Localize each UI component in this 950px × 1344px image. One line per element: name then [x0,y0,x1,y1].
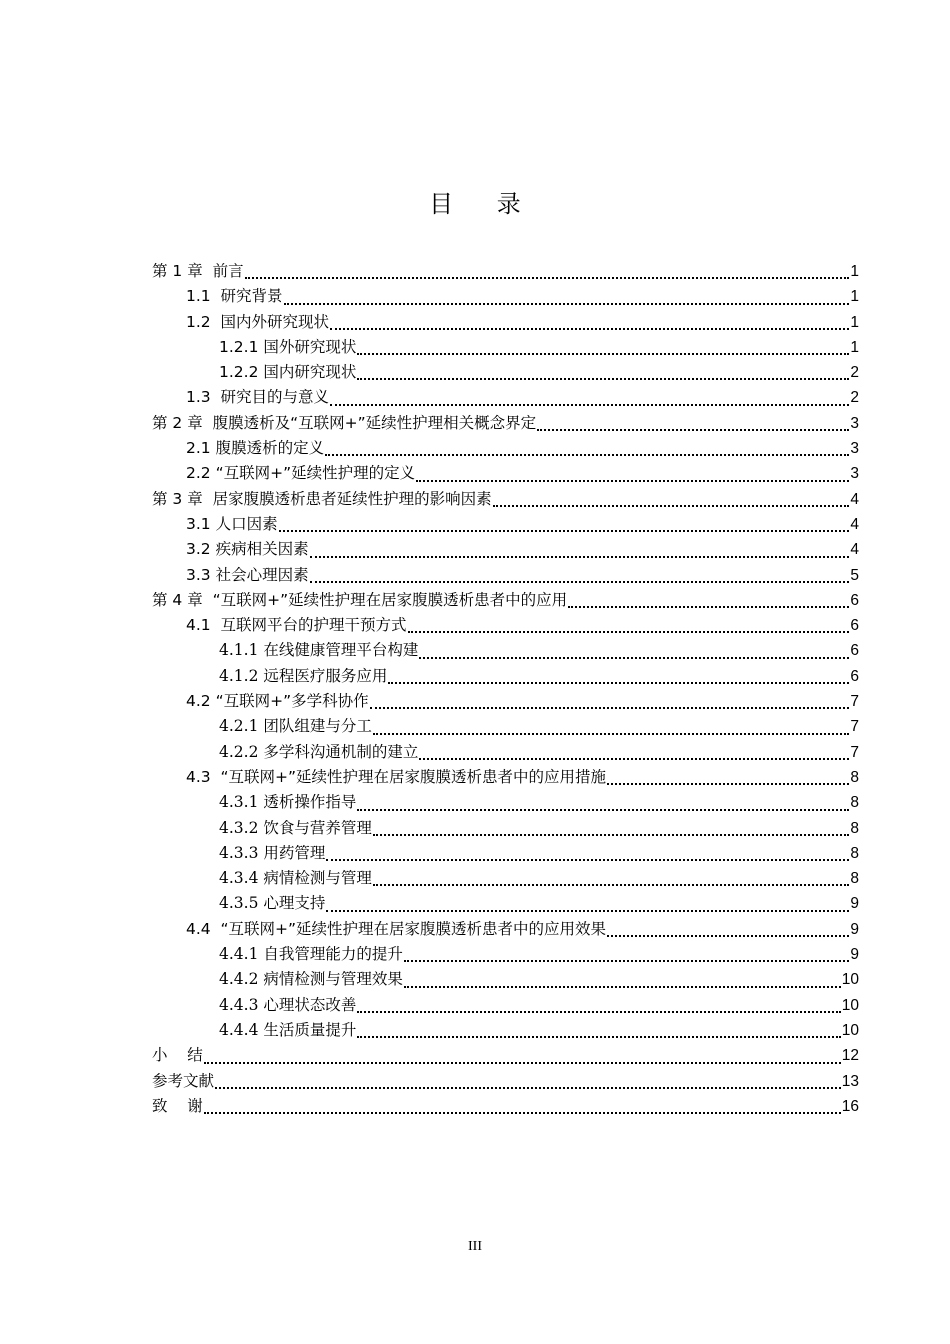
toc-entry-label: 3.3 社会心理因素 [186,565,309,584]
toc-entry-label: 4.3.5 心理支持 [219,894,326,913]
toc-entry[interactable] [152,1069,859,1094]
toc-dot-leader [537,409,849,431]
toc-entry-label: 2.1 腹膜透析的定义 [186,439,325,458]
toc-entry-page-number: 6 [850,617,859,635]
page-title: 目 录 [429,190,539,218]
toc-entry-page-number: 9 [850,920,859,938]
toc-entry[interactable] [152,259,859,284]
toc-entry-page-number: 10 [841,1021,859,1039]
toc-entry[interactable] [152,563,859,588]
toc-entry[interactable] [152,512,859,537]
toc-entry[interactable] [152,765,859,790]
toc-entry[interactable] [152,385,859,410]
toc-entry-page-number: 8 [850,768,859,786]
toc-dot-leader [370,687,850,709]
toc-entry-page-number: 13 [841,1072,859,1090]
toc-entry[interactable] [152,487,859,512]
toc-entry[interactable] [152,790,859,815]
toc-dot-leader [204,1042,841,1064]
toc-dot-leader [493,485,850,507]
toc-entry-page-number: 8 [850,794,859,812]
toc-dot-leader [408,611,850,633]
toc-entry-label: 第 3 章 居家腹膜透析患者延续性护理的影响因素 [152,489,492,508]
toc-entry-page-number: 3 [850,465,859,483]
toc-entry[interactable] [152,891,859,916]
toc-entry-page-number: 3 [850,440,859,458]
toc-dot-leader [279,510,850,532]
toc-entry-page-number: 8 [850,819,859,837]
toc-entry[interactable] [152,942,859,967]
toc-entry-page-number: 4 [850,541,859,559]
toc-entry[interactable] [152,310,859,335]
toc-entry-page-number: 7 [850,743,859,761]
toc-entry-label: 小 结 [152,1046,203,1065]
toc-entry[interactable] [152,638,859,663]
toc-entry[interactable] [152,993,859,1018]
toc-entry-page-number: 16 [841,1097,859,1115]
toc-entry-page-number: 1 [850,313,859,331]
toc-dot-leader [607,763,849,785]
toc-entry-page-number: 8 [850,844,859,862]
toc-entry-page-number: 7 [850,718,859,736]
toc-entry-page-number: 9 [850,946,859,964]
toc-entry-page-number: 2 [850,389,859,407]
toc-entry[interactable] [152,360,859,385]
toc-dot-leader [326,890,849,912]
toc-entry-label: 4.3.2 饮食与营养管理 [219,818,372,837]
toc-entry-page-number: 1 [850,338,859,356]
toc-dot-leader [419,738,849,760]
toc-entry-label: 1.2.2 国内研究现状 [219,363,357,382]
toc-entry-label: 1.1 研究背景 [186,287,283,306]
toc-entry-page-number: 5 [850,566,859,584]
toc-entry[interactable] [152,689,859,714]
toc-entry-label: 4.2.1 团队组建与分工 [219,717,372,736]
table-of-contents [152,259,859,1119]
toc-entry-label: 3.2 疾病相关因素 [186,540,309,559]
toc-dot-leader [357,358,849,380]
toc-entry-label: 1.2.1 国外研究现状 [219,337,357,356]
toc-entry[interactable] [152,816,859,841]
toc-entry-page-number: 4 [850,490,859,508]
toc-dot-leader [284,283,850,305]
toc-entry-label: 4.4.4 生活质量提升 [219,1020,357,1039]
toc-entry[interactable] [152,588,859,613]
toc-entry-label: 第 2 章 腹膜透析及“互联网+”延续性护理相关概念界定 [152,413,537,432]
toc-entry-page-number: 12 [841,1047,859,1065]
toc-dot-leader [215,1067,841,1089]
toc-entry-label: 1.3 研究目的与意义 [186,388,330,407]
toc-entry-label: 4.1.1 在线健康管理平台构建 [219,641,419,660]
toc-dot-leader [388,662,849,684]
toc-dot-leader [330,308,849,330]
toc-entry-page-number: 2 [850,364,859,382]
toc-entry[interactable] [152,1094,859,1119]
toc-entry-label: 4.3 “互联网+”延续性护理在居家腹膜透析患者中的应用措施 [186,767,607,786]
toc-entry-label: 4.4.1 自我管理能力的提升 [219,945,403,964]
toc-entry-page-number: 9 [850,895,859,913]
toc-entry[interactable] [152,1018,859,1043]
toc-dot-leader [325,434,849,456]
toc-entry-label: 4.4.2 病情检测与管理效果 [219,970,403,989]
toc-entry-page-number: 10 [841,971,859,989]
toc-entry-label: 2.2 “互联网+”延续性护理的定义 [186,464,416,483]
toc-dot-leader [568,586,849,608]
toc-entry[interactable] [152,461,859,486]
toc-entry-page-number: 8 [850,870,859,888]
toc-entry-label: 4.2.2 多学科沟通机制的建立 [219,742,419,761]
toc-entry-label: 1.2 国内外研究现状 [186,312,330,331]
toc-dot-leader [419,637,849,659]
page-number: III [468,1239,482,1254]
toc-dot-leader [357,1016,840,1038]
toc-entry-page-number: 6 [850,642,859,660]
toc-dot-leader [330,384,849,406]
toc-entry-label: 4.3.3 用药管理 [219,843,326,862]
toc-entry[interactable] [152,740,859,765]
toc-entry-label: 4.1 互联网平台的护理干预方式 [186,616,407,635]
toc-entry[interactable] [152,1043,859,1068]
toc-entry-label: 4.4.3 心理状态改善 [219,995,357,1014]
toc-entry-page-number: 6 [850,667,859,685]
toc-dot-leader [373,814,850,836]
toc-dot-leader [310,561,850,583]
toc-dot-leader [357,789,849,811]
toc-entry-page-number: 1 [850,263,859,280]
toc-entry[interactable] [152,613,859,638]
toc-entry[interactable] [152,714,859,739]
toc-entry[interactable] [152,411,859,436]
toc-entry-label: 4.1.2 远程医疗服务应用 [219,666,388,685]
toc-dot-leader [373,864,850,886]
toc-entry-label: 第 1 章 前言 [152,262,244,280]
toc-dot-leader [404,966,841,988]
toc-dot-leader [357,333,849,355]
toc-entry[interactable] [152,335,859,360]
toc-entry-page-number: 7 [850,693,859,711]
toc-dot-leader [310,536,850,558]
toc-entry-label: 4.3.1 透析操作指导 [219,793,357,812]
toc-dot-leader [204,1092,841,1114]
toc-dot-leader [326,839,849,861]
toc-entry-page-number: 10 [841,996,859,1014]
toc-entry-label: 4.2 “互联网+”多学科协作 [186,692,369,711]
toc-entry-page-number: 4 [850,515,859,533]
toc-dot-leader [245,257,850,279]
toc-dot-leader [416,460,849,482]
toc-entry-label: 3.1 人口因素 [186,514,278,533]
toc-entry-label: 4.3.4 病情检测与管理 [219,869,372,888]
toc-entry[interactable] [152,866,859,891]
toc-dot-leader [607,915,849,937]
toc-entry[interactable] [152,967,859,992]
toc-entry-page-number: 3 [850,414,859,432]
toc-entry[interactable] [152,436,859,461]
toc-entry-label: 第 4 章 “互联网+”延续性护理在居家腹膜透析患者中的应用 [152,590,568,609]
toc-entry-label: 致 谢 [152,1096,203,1115]
toc-entry[interactable] [152,537,859,562]
toc-entry[interactable] [152,917,859,942]
toc-entry-page-number: 1 [850,288,859,306]
toc-entry-label: 4.4 “互联网+”延续性护理在居家腹膜透析患者中的应用效果 [186,919,607,938]
toc-entry[interactable] [152,841,859,866]
toc-entry-label: 参考文献 [152,1071,215,1090]
toc-entry-page-number: 6 [850,591,859,609]
toc-dot-leader [373,713,850,735]
toc-dot-leader [357,991,840,1013]
toc-dot-leader [404,940,850,962]
toc-entry[interactable] [152,284,859,309]
toc-entry[interactable] [152,664,859,689]
